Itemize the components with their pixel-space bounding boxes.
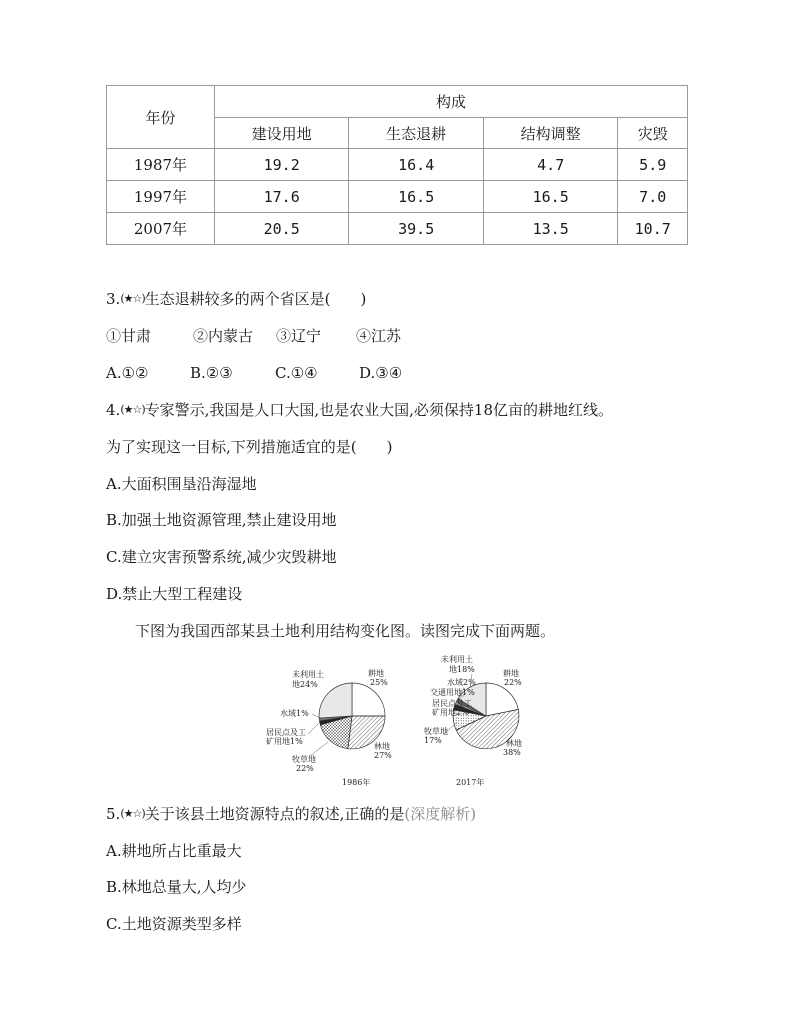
table-row (107, 213, 688, 245)
value-cell: 13.5 (483, 213, 618, 245)
label-water: 水域1% (280, 709, 309, 718)
table-row (107, 181, 688, 213)
value-cell: 4.7 (483, 149, 618, 181)
pie-2017 (424, 654, 522, 787)
question-text: 专家警示,我国是人口大国,也是农业大国,必须保持18亿亩的耕地红线。 (144, 401, 614, 419)
value-cell: 10.7 (618, 213, 688, 245)
answer-option[interactable]: B.②③ (190, 364, 233, 382)
difficulty-stars: (★☆) (120, 292, 145, 305)
year-cell: 1997年 (107, 181, 215, 213)
pie-charts-svg (260, 652, 530, 790)
question-4-stem-cont: 为了实现这一目标,下列措施适宜的是( ) (106, 438, 393, 456)
col-header: 结构调整 (483, 118, 618, 149)
difficulty-stars: (★☆) (120, 807, 145, 820)
label-grass: 牧草地 (292, 755, 316, 764)
analysis-tag[interactable]: (深度解析) (404, 805, 477, 823)
label-unused: 未利用土 (292, 670, 324, 679)
answer-option[interactable]: A.耕地所占比重最大 (106, 842, 242, 860)
col-header: 生态退耕 (349, 118, 484, 149)
label-unused: 地18% (449, 665, 475, 674)
question-3-stem (106, 289, 366, 309)
label-grass: 17% (424, 736, 442, 745)
land-change-table (106, 85, 688, 245)
answer-option[interactable]: D.③④ (359, 364, 403, 382)
year-cell: 1987年 (107, 149, 215, 181)
question-text: 生态退耕较多的两个省区是( ) (144, 290, 367, 308)
col-header: 灾毁 (618, 118, 688, 149)
label-forest: 林地 (374, 742, 390, 751)
caption-1986: 1986年 (342, 778, 371, 787)
question-text: 关于该县土地资源特点的叙述,正确的是 (144, 805, 405, 823)
label-forest: 27% (374, 751, 392, 760)
label-forest: 林地 (506, 739, 522, 748)
value-cell: 39.5 (349, 213, 484, 245)
value-cell: 17.6 (214, 181, 349, 213)
item: ①甘肃 (106, 327, 152, 345)
question-4-stem (106, 400, 613, 420)
label-transport: 交通用地1% (430, 688, 475, 697)
label-residential: 居民点及工 (266, 728, 306, 737)
land-use-figure (260, 652, 530, 790)
label-grass: 22% (296, 764, 314, 773)
question-3-options (106, 363, 402, 383)
answer-option[interactable]: B.林地总量大,人均少 (106, 878, 247, 896)
value-cell: 16.5 (349, 181, 484, 213)
label-grass: 牧草地 (424, 727, 448, 736)
value-cell: 16.5 (483, 181, 618, 213)
item: ③辽宁 (276, 327, 322, 345)
group-header: 构成 (214, 86, 687, 118)
figure-intro: 下图为我国西部某县土地利用结构变化图。读图完成下面两题。 (135, 622, 556, 640)
slice-unused (319, 683, 352, 718)
answer-option[interactable]: B.加强土地资源管理,禁止建设用地 (106, 511, 337, 529)
value-cell: 5.9 (618, 149, 688, 181)
answer-option[interactable]: C.土地资源类型多样 (106, 915, 242, 933)
item: ②内蒙古 (193, 327, 254, 345)
question-number: 4. (106, 401, 121, 419)
question-number: 3. (106, 290, 121, 308)
col-header: 建设用地 (214, 118, 349, 149)
label-residential: 居民点及工 (432, 699, 472, 708)
label-farmland: 25% (370, 678, 388, 687)
answer-option[interactable]: D.禁止大型工程建设 (106, 585, 243, 603)
label-residential: 矿用地1% (266, 737, 303, 746)
answer-option[interactable]: C.①④ (275, 364, 318, 382)
year-header: 年份 (107, 86, 215, 149)
label-residential: 矿用地2% (432, 708, 469, 717)
value-cell: 19.2 (214, 149, 349, 181)
item: ④江苏 (356, 327, 402, 345)
value-cell: 20.5 (214, 213, 349, 245)
answer-option[interactable]: A.大面积围垦沿海湿地 (106, 475, 257, 493)
table-row (107, 149, 688, 181)
label-farmland: 耕地 (368, 669, 384, 678)
label-unused: 地24% (292, 680, 318, 689)
year-cell: 2007年 (107, 213, 215, 245)
answer-option[interactable]: C.建立灾害预警系统,减少灾毁耕地 (106, 548, 337, 566)
question-5-stem (106, 804, 476, 824)
label-unused: 未利用土 (441, 655, 473, 664)
caption-2017: 2017年 (456, 778, 485, 787)
label-water: 水域2% (447, 678, 476, 687)
question-3-items (106, 326, 401, 346)
value-cell: 7.0 (618, 181, 688, 213)
value-cell: 16.4 (349, 149, 484, 181)
label-forest: 38% (503, 748, 521, 757)
label-farmland: 22% (504, 678, 522, 687)
label-farmland: 耕地 (503, 669, 519, 678)
slice-farmland (352, 683, 385, 716)
difficulty-stars: (★☆) (120, 403, 145, 416)
answer-option[interactable]: A.①② (106, 364, 149, 382)
pie-1986 (266, 668, 392, 787)
question-number: 5. (106, 805, 121, 823)
